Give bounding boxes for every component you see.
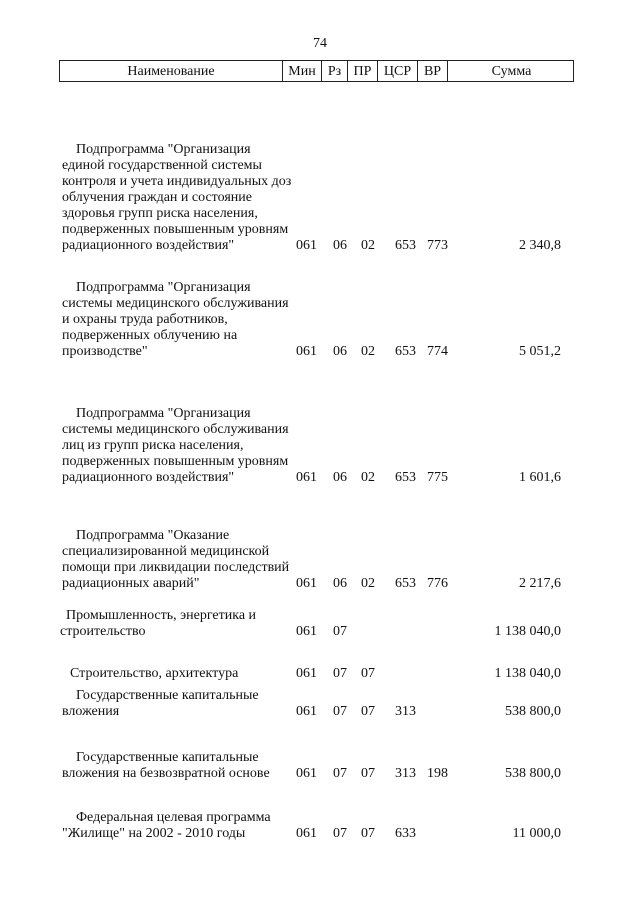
row-pr: 07: [361, 666, 375, 681]
row-pr: 02: [361, 470, 375, 485]
row-name: Федеральная целевая программа "Жилище" на 2002 - 2010 годы: [62, 810, 271, 841]
header-pr: ПР: [348, 61, 378, 81]
header-rz: Рз: [322, 61, 348, 81]
row-min: 061: [296, 766, 317, 781]
table-row: [0, 606, 640, 640]
header-vr: ВР: [418, 61, 448, 81]
row-name: Подпрограмма "Организация системы медицинского обслуживания лиц из групп риска населения, подверженных повышенным уровням радиационного воздействия": [62, 406, 289, 485]
row-min: 061: [296, 470, 317, 485]
table-row: [0, 510, 640, 592]
row-name: Государственные капитальные вложения на безвозвратной основе: [62, 750, 270, 781]
row-rz: 06: [333, 238, 347, 253]
row-name: Подпрограмма "Организация системы медицинского обслуживания и охраны труда работников, подверженных облучению на производстве": [62, 280, 289, 359]
table-row: [0, 730, 640, 782]
row-pr: 07: [361, 704, 375, 719]
table-row: [0, 98, 640, 254]
row-rz: 07: [333, 826, 347, 841]
row-sum: 538 800,0: [505, 766, 561, 781]
row-name: Государственные капитальные вложения: [62, 688, 259, 719]
row-name: Подпрограмма "Оказание специализированной медицинской помощи при ликвидации последствий радиационных аварий": [62, 528, 290, 591]
row-pr: 02: [361, 238, 375, 253]
row-sum: 1 138 040,0: [494, 666, 561, 681]
row-sum: 1 601,6: [519, 470, 561, 485]
header-sum: Сумма: [491, 64, 532, 79]
row-pr: 02: [361, 576, 375, 591]
row-sum: 5 051,2: [519, 344, 561, 359]
row-min: 061: [296, 704, 317, 719]
row-csr: 653: [395, 470, 416, 485]
row-csr: 313: [395, 704, 416, 719]
header-min: Мин: [283, 61, 322, 81]
header-name: Наименование: [60, 61, 283, 81]
table-row: [0, 278, 640, 360]
row-pr: 07: [361, 826, 375, 841]
row-min: 061: [296, 344, 317, 359]
page-number: 74: [313, 36, 327, 51]
table-header: [59, 60, 574, 82]
row-csr: 313: [395, 766, 416, 781]
row-min: 061: [296, 666, 317, 681]
row-csr: 633: [395, 826, 416, 841]
row-vr: 198: [427, 766, 448, 781]
row-sum: 2 217,6: [519, 576, 561, 591]
row-rz: 07: [333, 666, 347, 681]
row-rz: 07: [333, 704, 347, 719]
row-name: Подпрограмма "Организация единой государственной системы контроля и учета индивидуальных доз облучения граждан и состояние здоровья групп риска населения, подверженных повышенным уровням радиационного воздействия": [62, 142, 292, 253]
row-vr: 773: [427, 238, 448, 253]
row-min: 061: [296, 624, 317, 639]
row-name: Промышленность, энергетика и строительство: [60, 608, 257, 639]
row-rz: 06: [333, 344, 347, 359]
row-sum: 538 800,0: [505, 704, 561, 719]
row-rz: 06: [333, 470, 347, 485]
row-sum: 1 138 040,0: [494, 624, 561, 639]
row-pr: 02: [361, 344, 375, 359]
table-row: [0, 686, 640, 720]
row-vr: 775: [427, 470, 448, 485]
row-rz: 07: [333, 624, 347, 639]
row-vr: 776: [427, 576, 448, 591]
table-row: [0, 386, 640, 486]
row-sum: 11 000,0: [512, 826, 561, 841]
row-rz: 06: [333, 576, 347, 591]
row-rz: 07: [333, 766, 347, 781]
row-csr: 653: [395, 238, 416, 253]
table-row: [0, 664, 640, 682]
row-pr: 07: [361, 766, 375, 781]
row-csr: 653: [395, 576, 416, 591]
row-min: 061: [296, 826, 317, 841]
row-vr: 774: [427, 344, 448, 359]
row-name: Строительство, архитектура: [70, 666, 239, 681]
row-csr: 653: [395, 344, 416, 359]
row-min: 061: [296, 238, 317, 253]
row-min: 061: [296, 576, 317, 591]
row-sum: 2 340,8: [519, 238, 561, 253]
header-csr: ЦСР: [378, 61, 418, 81]
table-row: [0, 790, 640, 842]
